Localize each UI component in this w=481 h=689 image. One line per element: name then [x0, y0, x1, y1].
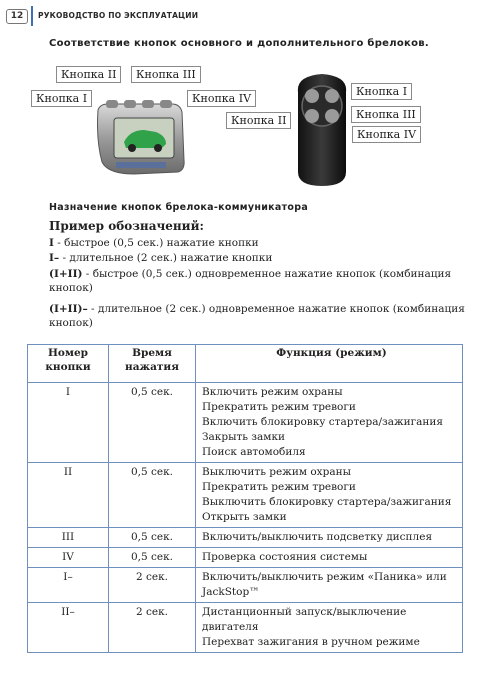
table-row — [28, 383, 463, 463]
section-title-mapping: Соответствие кнопок основного и дополнительного брелоков. — [49, 38, 430, 49]
cell-time: 2 сек. — [109, 603, 196, 653]
cell-button: II — [28, 463, 109, 528]
cell-time: 0,5 сек. — [109, 548, 196, 568]
fob2-label-button-3: Кнопка III — [351, 106, 421, 123]
fob2-label-button-1: Кнопка I — [351, 83, 412, 100]
example-line: (I+II) - быстрое (0,5 сек.) одновременное нажатие кнопок (комбинация кнопок) — [49, 268, 452, 294]
cell-button: I– — [28, 568, 109, 603]
additional-fob-image — [290, 72, 354, 188]
function-line: Включить режим охраны — [202, 386, 343, 398]
cell-function — [196, 383, 463, 463]
page-header — [0, 4, 481, 26]
cell-function — [196, 463, 463, 528]
fob2-label-button-2: Кнопка II — [226, 112, 291, 129]
example-title: Пример обозначений: — [49, 219, 204, 233]
function-line: Включить блокировку стартера/зажигания — [202, 416, 444, 428]
section-title-assignment: Назначение кнопок брелока-коммуникатора — [49, 202, 309, 213]
main-fob-image — [94, 100, 186, 176]
header-divider — [31, 6, 33, 26]
function-line: Открыть замки — [202, 511, 287, 523]
function-line: Выключить блокировку стартера/зажигания — [202, 496, 452, 508]
table-row — [28, 528, 463, 548]
header-title: РУКОВОДСТВО ПО ЭКСПЛУАТАЦИИ — [38, 11, 199, 20]
function-line: Проверка состояния системы — [202, 551, 368, 563]
cell-function — [196, 603, 463, 653]
function-line: Прекратить режим тревоги — [202, 481, 356, 493]
fob1-label-button-2: Кнопка II — [56, 66, 121, 83]
function-line: Выключить режим охраны — [202, 466, 351, 478]
example-line: I– - длительное (2 сек.) нажатие кнопки — [49, 252, 273, 264]
header-press-time: Время нажатия — [109, 345, 196, 383]
page-number: 12 — [6, 9, 28, 24]
header-button-number: Номер кнопки — [28, 345, 109, 383]
cell-time: 0,5 сек. — [109, 528, 196, 548]
cell-time: 2 сек. — [109, 568, 196, 603]
table-row — [28, 463, 463, 528]
fob1-label-button-1: Кнопка I — [31, 90, 92, 107]
fob2-label-button-4: Кнопка IV — [352, 126, 421, 143]
cell-button: I — [28, 383, 109, 463]
cell-button: II– — [28, 603, 109, 653]
function-line: Включить/выключить режим «Паника» или JackStop™ — [202, 571, 447, 598]
header-function: Функция (режим) — [196, 345, 463, 383]
function-line: Поиск автомобиля — [202, 446, 306, 458]
buttons-function-table — [27, 344, 463, 653]
example-line: I - быстрое (0,5 сек.) нажатие кнопки — [49, 237, 259, 249]
function-line: Прекратить режим тревоги — [202, 401, 356, 413]
table-row — [28, 568, 463, 603]
table-row — [28, 548, 463, 568]
cell-button: IV — [28, 548, 109, 568]
function-line: Дистанционный запуск/выключение двигателя — [202, 606, 407, 633]
table-row — [28, 603, 463, 653]
function-line: Перехват зажигания в ручном режиме — [202, 636, 420, 648]
fob1-label-button-4: Кнопка IV — [187, 90, 256, 107]
cell-function — [196, 528, 463, 548]
cell-function — [196, 568, 463, 603]
function-line: Включить/выключить подсветку дисплея — [202, 531, 433, 543]
table-header-row — [28, 345, 463, 383]
fob1-label-button-3: Кнопка III — [131, 66, 201, 83]
example-line: (I+II)– - длительное (2 сек.) одновременное нажатие кнопок (комбинация кнопок) — [49, 303, 465, 329]
cell-button: III — [28, 528, 109, 548]
cell-function — [196, 548, 463, 568]
function-line: Закрыть замки — [202, 431, 286, 443]
cell-time: 0,5 сек. — [109, 383, 196, 463]
cell-time: 0,5 сек. — [109, 463, 196, 528]
